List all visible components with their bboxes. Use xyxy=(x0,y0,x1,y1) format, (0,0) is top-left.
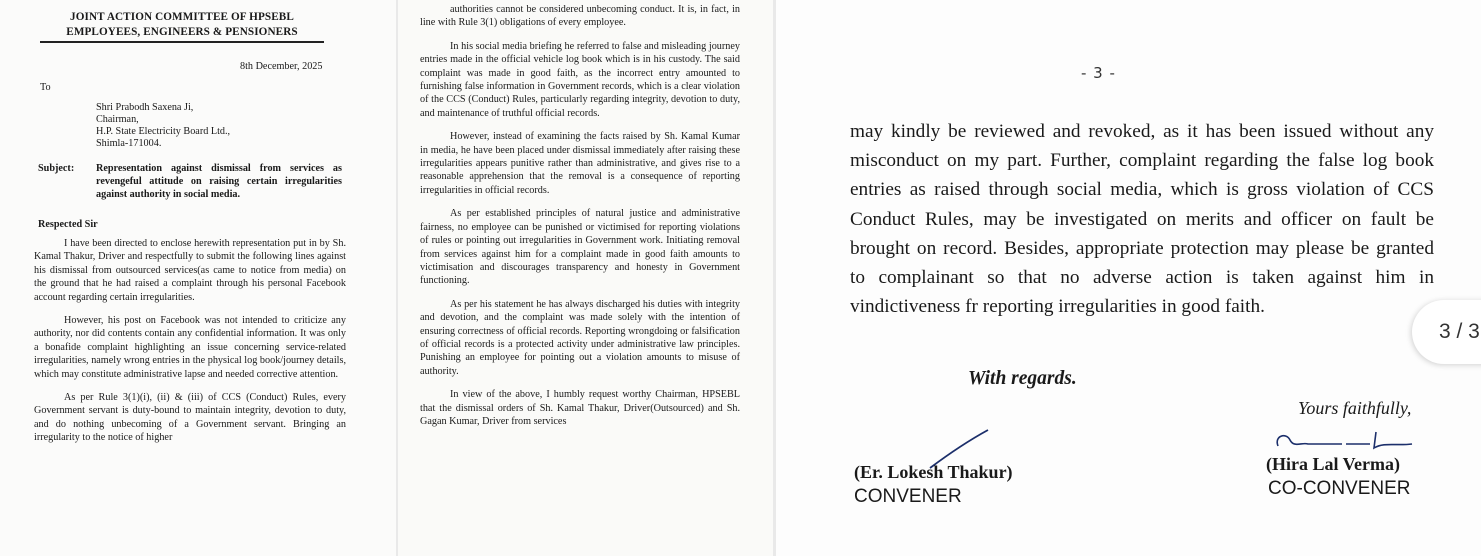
closing-yours: Yours faithfully, xyxy=(1298,398,1412,418)
paragraph: As per his statement he has always discharged his duties with integrity and devotion, and the complaint was made solely with the intention of ensuring correctness of official records. Reporting wrongdoing or falsification of official records is a protected activity under administrative law principles. Punishing an employee for pointing out a violation amounts to misuse of authority. xyxy=(420,298,740,377)
paragraph: In view of the above, I humbly request worthy Chairman, HPSEBL that the dismissal orders of Sh. Kamal Thakur, Driver(Outsourced) and Sh. Gagan Kumar, Driver from services xyxy=(420,389,740,427)
paragraph: As per established principles of natural justice and administrative fairness, no employee can be punished or victimised for reporting violations of rules or pointing out irregularities in Government work. Initiating removal from services against him for a complaint made in good faith amounts to victimisation and discourages transparency and honesty in Government functioning. xyxy=(420,208,740,287)
addressee-line: H.P. State Electricity Board Ltd., xyxy=(96,126,231,137)
letter-date: 8th December, 2025 xyxy=(240,61,323,72)
addressee-line: Chairman, xyxy=(96,114,139,125)
paragraph: However, his post on Facebook was not intended to criticize any authority, nor did contents contain any confidential information. It was only a bonafide complaint highlighting an issue concerning service-related irregularities, namely wrong entries in the physical log book/journey details, which may constitute administrative lapse and needed corrective attention. xyxy=(34,315,346,380)
signatory-name: (Er. Lokesh Thakur) xyxy=(854,462,1013,482)
paragraph: As per Rule 3(1)(i), (ii) & (iii) of CCS (Conduct) Rules, every Government servant is duty-bound to maintain integrity, devotion to duty, and do nothing unbecoming of a Government servant. Bringing an irregularity to the notice of higher xyxy=(34,392,346,444)
paragraph: authorities cannot be considered unbecoming conduct. It is, in fact, in line with Rule 3(1) obligations of every employee. xyxy=(420,4,740,29)
org-name-line1: JOINT ACTION COMMITTEE OF HPSEBL xyxy=(70,11,294,23)
signatory-role: CONVENER xyxy=(854,486,962,507)
document-page-1 xyxy=(0,0,396,556)
org-name-line2: EMPLOYEES, ENGINEERS & PENSIONERS xyxy=(66,26,298,38)
page3-body: may kindly be reviewed and revoked, as it has been issued without any misconduct on my part. Further, complaint regarding the false log book entries as raised through social media, which is gross violation of CCS Conduct Rules, may be investigated on merits and officer on fault be brought on record. Besides, appropriate protection may please be granted to complainant so that no adverse action is taken against him in vindictiveness fr reporting irregularities in good faith. xyxy=(850,121,1434,318)
subject-text: Representation against dismissal from services as revengeful attitude on raising certain irregularities against authority in social media. xyxy=(96,163,342,201)
document-page-3 xyxy=(776,0,1481,556)
body-text xyxy=(420,3,740,438)
signature-co-convener-icon xyxy=(1272,424,1422,458)
addressee-line: Shri Prabodh Saxena Ji, xyxy=(96,102,194,113)
document-page-2 xyxy=(398,0,773,556)
addressee-line: Shimla-171004. xyxy=(96,138,162,149)
to-label: To xyxy=(40,82,51,93)
paragraph: In his social media briefing he referred to false and misleading journey entries made in the official vehicle log book which is in his custody. The said complaint was made in good faith, as the incorrect entry amounted to furnishing false information in Government records, which is a clear violation of the CCS (Conduct) Rules, particularly regarding integrity, devotion to duty, and maintenance of truthful official records. xyxy=(420,40,740,119)
paragraph: I have been directed to enclose herewith representation put in by Sh. Kamal Thakur, Driver and respectfully to submit the following lines against his dismissal from outsourced services(as came to notice from media) on the ground that he had raised a complaint through his personal Facebook account regarding certain irregularities. xyxy=(34,238,346,303)
signatory-role: CO-CONVENER xyxy=(1268,478,1411,499)
page-indicator[interactable]: 3 / 3 xyxy=(1412,300,1481,364)
page-marker: - 3 - xyxy=(1081,64,1116,82)
signatory-name: (Hira Lal Verma) xyxy=(1266,454,1400,474)
paragraph: However, instead of examining the facts raised by Sh. Kamal Kumar in media, he have been placed under dismissal immediately after raising these irregularities appears punitive rather than administrative, and gives rise to a reasonable apprehension that the removal is a consequence of reporting irregularities in official records. xyxy=(420,131,740,196)
closing-regards: With regards. xyxy=(968,368,1077,389)
salutation: Respected Sir xyxy=(38,219,98,230)
header-rule xyxy=(40,41,324,43)
subject-label: Subject: xyxy=(38,163,75,174)
body-text xyxy=(34,237,346,455)
